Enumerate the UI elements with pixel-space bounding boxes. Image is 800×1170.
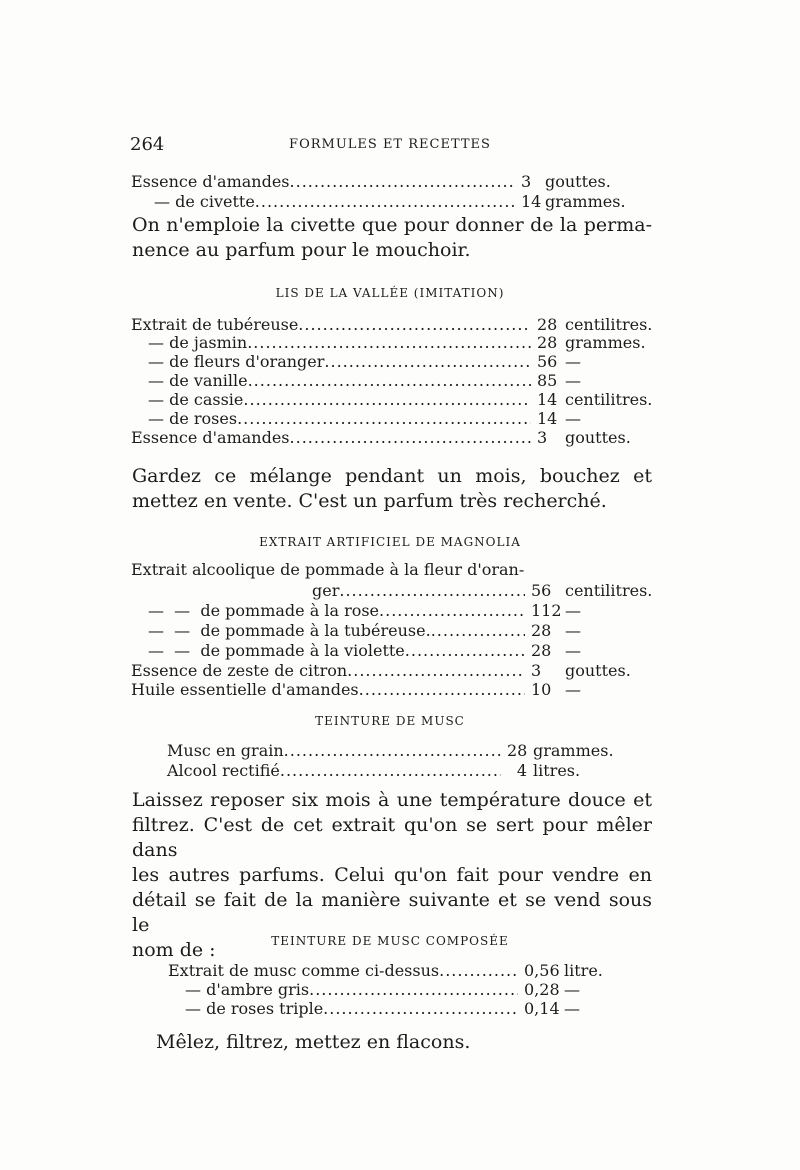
- recipe-line: Extrait de musc comme ci-dessus ..... 0,56 litre.: [168, 962, 614, 980]
- recipe-line: — de jasmin ..... 28 grammes.: [148, 334, 651, 352]
- recipe-line: Essence d'amandes ..... 3 gouttes.: [131, 173, 631, 191]
- section-heading: EXTRAIT ARTIFICIEL DE MAGNOLIA: [259, 535, 521, 549]
- paragraph: On n'emploie la civette que pour donner de la perma- nence au parfum pour le mouchoir.: [132, 214, 652, 261]
- section-heading: TEINTURE DE MUSC: [315, 714, 465, 728]
- recipe-line: Essence de zeste de citron ..... 3 gouttes.: [131, 662, 651, 680]
- recipe-line: — de vanille ..... 85 —: [148, 372, 651, 390]
- recipe-line: — de roses triple ..... 0,14 —: [185, 1000, 614, 1018]
- recipe-line: — — de pommade à la violette ..... 28 —: [148, 642, 651, 660]
- recipe-line: — — de pommade à la tubéreuse. ..... 28 —: [148, 622, 651, 640]
- paragraph: Gardez ce mélange pendant un mois, bouchez et mettez en vente. C'est un parfum très recherché.: [132, 465, 652, 512]
- section-heading: LIS DE LA VALLÉE (IMITATION): [275, 286, 505, 300]
- recipe-line: — de cassie ..... 14 centilitres.: [148, 391, 651, 409]
- paragraph: Mêlez, filtrez, mettez en flacons.: [156, 1031, 471, 1053]
- recipe-line: — de fleurs d'oranger ..... 56 —: [148, 353, 651, 371]
- running-title: FORMULES ET RECETTES: [289, 137, 491, 152]
- recipe-line: Musc en grain ..... 28 grammes.: [167, 742, 619, 760]
- recipe-line: ger ..... 56 centilitres.: [312, 582, 651, 600]
- recipe-line: Alcool rectifié ..... 4 litres.: [167, 762, 619, 780]
- recipe-line: Extrait alcoolique de pommade à la fleur d'oran-: [131, 560, 525, 579]
- recipe-line: Huile essentielle d'amandes ..... 10 —: [131, 681, 651, 699]
- recipe-line: Essence d'amandes ..... 3 gouttes.: [131, 429, 651, 447]
- recipe-line: — de roses ..... 14 —: [148, 410, 651, 428]
- running-header: [130, 134, 650, 154]
- recipe-line: — de civette ..... 14 grammes.: [154, 193, 631, 211]
- recipe-line: Extrait de tubéreuse ..... 28 centilitres.: [131, 316, 651, 334]
- paragraph: Laissez reposer six mois à une température douce et filtrez. C'est de cet extrait qu'on se sert pour mêler dans les autres parfums. Celui qu'on fait pour vendre en détail se fait de la manière suivante et se vend sous le nom de :: [132, 789, 652, 961]
- recipe-line: — d'ambre gris ..... 0,28 —: [185, 981, 614, 999]
- page-number: 264: [130, 134, 165, 155]
- recipe-line: — — de pommade à la rose ..... 112 —: [148, 602, 651, 620]
- section-heading: TEINTURE DE MUSC COMPOSÉE: [271, 934, 509, 948]
